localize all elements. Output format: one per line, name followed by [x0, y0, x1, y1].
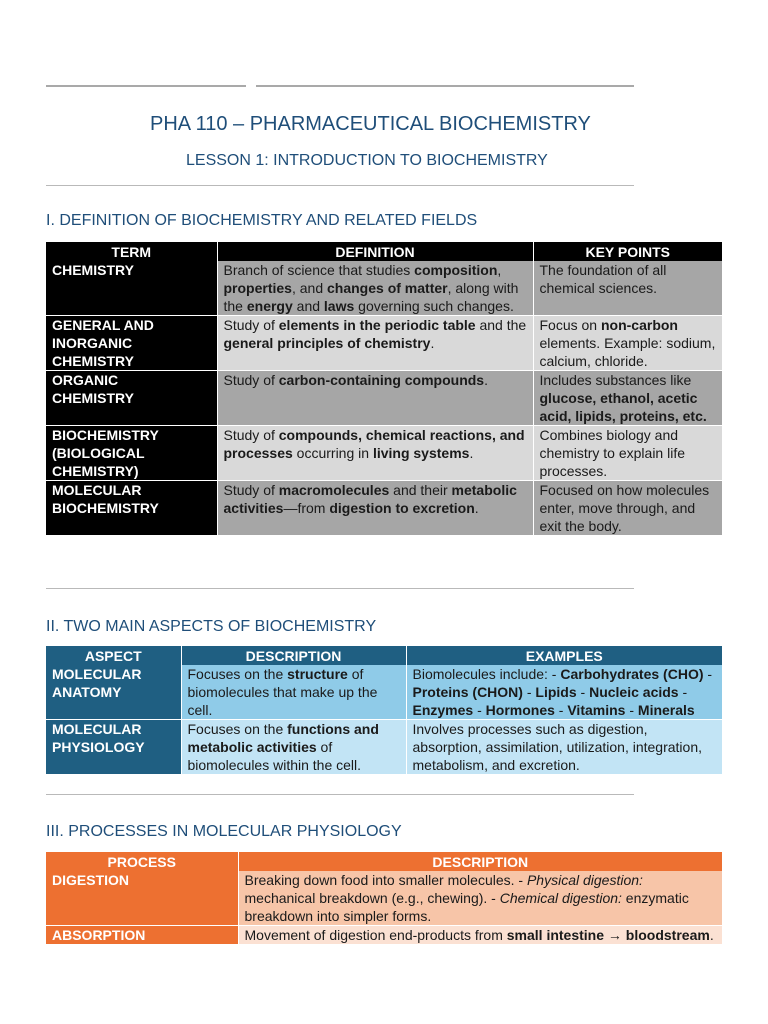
table-row	[46, 481, 722, 536]
table-row	[46, 871, 722, 926]
definition-cell-text: energy	[246, 298, 293, 314]
definition-cell-text: occurring in	[292, 445, 373, 461]
section-heading-definitions: I. DEFINITION OF BIOCHEMISTRY AND RELATED FIELDS	[46, 212, 478, 229]
definition-cell-text: composition	[414, 262, 498, 278]
description-cell-text: Chemical digestion:	[499, 890, 622, 906]
term-cell	[46, 261, 217, 316]
key-points-cell-text: glucose, ethanol, acetic acid, lipids, proteins, etc.	[539, 390, 707, 424]
examples-cell-text: Minerals	[637, 702, 695, 718]
key-points-cell-text: Focus on	[539, 317, 601, 333]
aspect-cell	[46, 720, 181, 775]
aspects-table	[46, 646, 722, 775]
examples-cell-text: Biomolecules include: -	[412, 666, 561, 682]
definition-cell	[217, 316, 533, 371]
examples-cell-text: Hormones	[485, 702, 555, 718]
description-cell-text: small intestine → bloodstream	[506, 927, 710, 943]
key-points-cell-text: Combines biology and chemistry to explain life processes.	[539, 427, 686, 479]
description-cell-text: functions and metabolic activities	[187, 721, 379, 755]
top-rule-left	[46, 85, 246, 87]
aspect-cell-line: PHYSIOLOGY	[52, 739, 145, 755]
table-header-row	[46, 852, 722, 871]
definition-cell-text: Study of	[223, 482, 279, 498]
column-header-examples: EXAMPLES	[406, 646, 722, 665]
definition-cell-text: living systems	[372, 445, 470, 461]
term-cell-line: (BIOLOGICAL	[52, 445, 145, 461]
table-row	[46, 426, 722, 481]
section-heading-aspects: II. TWO MAIN ASPECTS OF BIOCHEMISTRY	[46, 618, 377, 635]
page-title	[150, 113, 591, 136]
key-points-cell	[533, 481, 722, 536]
description-cell	[238, 871, 722, 926]
definition-cell-text: Study of	[223, 427, 279, 443]
term-cell-line: MOLECULAR	[52, 482, 142, 498]
term-cell-line: CHEMISTRY)	[52, 463, 139, 479]
key-points-cell	[533, 261, 722, 316]
definition-cell-text: general principles of chemistry	[223, 335, 431, 351]
process-cell-line: ABSORPTION	[52, 927, 146, 943]
table-row	[46, 261, 722, 316]
definition-cell-text: digestion to excretion	[329, 500, 475, 516]
description-cell-text: structure	[287, 666, 348, 682]
definition-cell	[217, 371, 533, 426]
definition-cell-text: governing such changes.	[354, 298, 514, 314]
definition-cell-text: carbon-containing compounds	[278, 372, 485, 388]
column-header-aspect: ASPECT	[46, 646, 181, 665]
definition-cell	[217, 481, 533, 536]
table-row	[46, 926, 722, 945]
definition-cell-text: elements in the periodic table	[278, 317, 476, 333]
definition-cell-text: and the	[475, 317, 527, 333]
definitions-table	[46, 242, 722, 536]
key-points-cell-text: Focused on how molecules enter, move through, and exit the body.	[539, 482, 710, 534]
term-cell-line: ORGANIC	[52, 372, 119, 388]
examples-cell-text: -	[554, 702, 568, 718]
definition-cell-text: .	[469, 445, 474, 461]
page-subtitle: LESSON 1: INTRODUCTION TO BIOCHEMISTRY	[186, 152, 548, 169]
aspect-cell-line: MOLECULAR	[52, 721, 142, 737]
description-cell-text: Breaking down food into smaller molecules. -	[244, 872, 527, 888]
definition-cell-text: metabolic activities	[223, 482, 517, 516]
definition-cell-text: —from	[283, 500, 330, 516]
key-points-cell-text: non-carbon	[600, 317, 678, 333]
definition-cell-text: laws	[323, 298, 355, 314]
definition-cell-text: macromolecules	[278, 482, 390, 498]
column-header-description: DESCRIPTION	[238, 852, 722, 871]
table-row	[46, 665, 722, 720]
key-points-cell	[533, 371, 722, 426]
definition-cell-text: , along with the	[223, 280, 519, 314]
definition-cell	[217, 261, 533, 316]
description-cell-text: Focuses on the	[187, 721, 288, 737]
aspect-cell-line: MOLECULAR	[52, 666, 142, 682]
column-header-term: TERM	[46, 242, 217, 261]
examples-cell	[406, 720, 722, 775]
term-cell	[46, 316, 217, 371]
top-rule-right	[256, 85, 634, 87]
definition-cell-text: .	[474, 500, 479, 516]
definition-cell-text: properties	[223, 280, 292, 296]
term-cell	[46, 371, 217, 426]
table-row	[46, 720, 722, 775]
description-cell	[238, 926, 722, 945]
examples-cell-text: -	[522, 684, 536, 700]
term-cell	[46, 426, 217, 481]
process-cell	[46, 926, 238, 945]
definition-cell-text: .	[484, 372, 488, 388]
column-header-key-points: KEY POINTS	[533, 242, 722, 261]
key-points-cell-text: The foundation of all chemical sciences.	[539, 262, 667, 296]
description-cell-text: mechanical breakdown (e.g., chewing). -	[244, 890, 500, 906]
examples-cell-text: -	[678, 684, 688, 700]
column-header-process: PROCESS	[46, 852, 238, 871]
table-header-row	[46, 646, 722, 665]
process-cell-line: DIGESTION	[52, 872, 130, 888]
column-header-description: DESCRIPTION	[181, 646, 406, 665]
term-cell-line: GENERAL AND	[52, 317, 154, 333]
term-cell-line: BIOCHEMISTRY	[52, 500, 159, 516]
term-cell-line: BIOCHEMISTRY	[52, 427, 159, 443]
description-cell	[181, 720, 406, 775]
examples-cell-text: Vitamins	[567, 702, 626, 718]
description-cell-text: of biomolecules within the cell.	[187, 739, 362, 773]
examples-cell-text: Lipids	[535, 684, 577, 700]
key-points-cell	[533, 426, 722, 481]
term-cell-line: CHEMISTRY	[52, 262, 134, 278]
definition-cell-text: Branch of science that studies	[223, 262, 415, 278]
section-heading-processes: III. PROCESSES IN MOLECULAR PHYSIOLOGY	[46, 823, 402, 840]
definition-cell-text: , and	[291, 280, 327, 296]
definition-cell-text: and their	[389, 482, 452, 498]
definition-cell-text: Study of	[223, 372, 279, 388]
definition-cell-text: ,	[497, 262, 502, 278]
examples-cell-text: -	[473, 702, 486, 718]
definition-cell-text: and	[292, 298, 324, 314]
term-cell	[46, 481, 217, 536]
definition-cell-text: .	[430, 335, 435, 351]
examples-cell-text: Carbohydrates (CHO)	[560, 666, 704, 682]
description-cell-text: Focuses on the	[187, 666, 288, 682]
description-cell-text: Physical digestion:	[526, 872, 643, 888]
examples-cell-text: -	[625, 702, 638, 718]
term-cell-line: INORGANIC	[52, 335, 133, 351]
definition-cell-text: Study of	[223, 317, 279, 333]
table-header-row	[46, 242, 722, 261]
description-cell-text: .	[709, 927, 714, 943]
description-cell-text: enzymatic breakdown into simpler forms.	[244, 890, 689, 924]
processes-table	[46, 852, 722, 945]
examples-cell-text: Proteins (CHON)	[412, 684, 523, 700]
process-cell	[46, 871, 238, 926]
examples-cell-text: -	[703, 666, 713, 682]
table-row	[46, 371, 722, 426]
table-row	[46, 316, 722, 371]
definition-cell-text: compounds, chemical reactions, and processes	[223, 427, 525, 461]
term-cell-line: CHEMISTRY	[52, 390, 134, 406]
header-divider	[46, 185, 634, 186]
aspect-cell	[46, 665, 181, 720]
description-cell-text: of biomolecules that make up the cell.	[187, 666, 378, 718]
definition-cell-text: changes of matter	[327, 280, 448, 296]
key-points-cell	[533, 316, 722, 371]
column-header-definition: DEFINITION	[217, 242, 533, 261]
description-cell	[181, 665, 406, 720]
key-points-cell-text: elements. Example: sodium, calcium, chloride.	[539, 335, 716, 369]
examples-cell-text: Involves processes such as digestion, absorption, assimilation, utilization, integration, metabolism, and excretion.	[412, 721, 702, 773]
key-points-cell-text: Includes substances like	[539, 372, 692, 388]
examples-cell-text: Enzymes	[412, 702, 474, 718]
examples-cell-text: -	[576, 684, 590, 700]
aspect-cell-line: ANATOMY	[52, 684, 122, 700]
definition-cell	[217, 426, 533, 481]
description-cell-text: Movement of digestion end-products from	[244, 927, 507, 943]
section1-divider	[46, 588, 634, 589]
examples-cell	[406, 665, 722, 720]
page-title-text: PHA 110 – PHARMACEUTICAL BIOCHEMISTRY	[150, 113, 591, 135]
examples-cell-text: Nucleic acids	[589, 684, 679, 700]
term-cell-line: CHEMISTRY	[52, 353, 134, 369]
section2-divider	[46, 794, 634, 795]
